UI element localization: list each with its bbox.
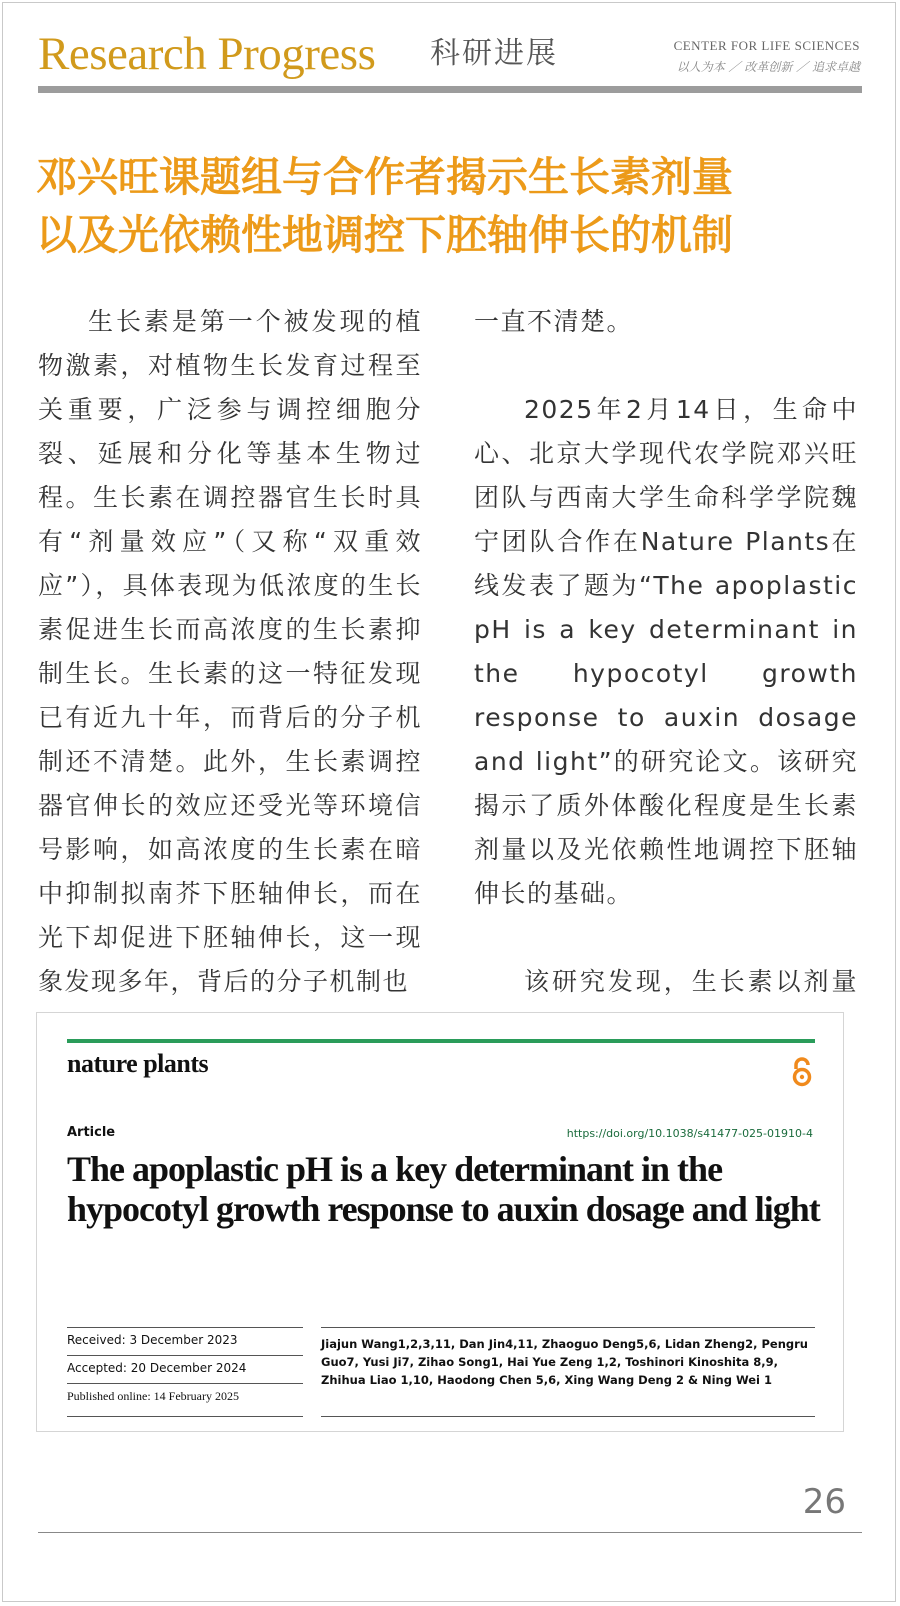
open-access-icon <box>789 1057 815 1087</box>
right-continuation: 一直不清楚。 <box>474 307 634 336</box>
header-rule <box>38 86 862 93</box>
authors-rule-bottom <box>321 1416 815 1417</box>
body-column-right <box>474 300 858 1048</box>
published-date: Published online: 14 February 2025 <box>67 1389 239 1403</box>
accepted-date: Accepted: 20 December 2024 <box>67 1361 247 1375</box>
meta-rule <box>67 1355 303 1356</box>
journal-name: nature plants <box>67 1049 209 1078</box>
left-paragraph: 生长素是第一个被发现的植物激素，对植物生长发育过程至关重要，广泛参与调控细胞分裂、延展和分化等基本生物过程。生长素在调控器官生长时具有“剂量效应”（又称“双重效应”），具体表现为低浓度的生长素促进生长而高浓度的生长素抑制生长。生长素的这一特征发现已有近九十年，而背后的分子机制还不清楚。此外，生长素调控器官伸长的效应还受光等环境信号影响，如高浓度的生长素在暗中抑制拟南芥下胚轴伸长，而在光下却促进下胚轴伸长，这一现象发现多年，背后的分子机制也 <box>38 307 422 996</box>
footer-rule <box>38 1532 862 1533</box>
journal-green-bar <box>67 1039 815 1043</box>
article-title-line-1: 邓兴旺课题组与合作者揭示生长素剂量 <box>36 153 733 201</box>
right-paragraph-2: 2025年2月14日，生命中心、北京大学现代农学院邓兴旺团队与西南大学生命科学学院魏宁团队合作在Nature Plants在线发表了题为“The apoplastic pH is a key determinant in the hypocotyl growth response to auxin dosage and light”的研究论文。该研究揭示了质外体酸化程度是生长素剂量以及光依赖性地调控下胚轴伸长的基础。 <box>474 395 858 908</box>
meta-rule <box>67 1416 303 1417</box>
right-paragraph-3: 该研究发现，生长素以剂量 <box>524 967 858 996</box>
body-column-left <box>38 300 422 1004</box>
article-type: Article <box>67 1125 116 1140</box>
meta-rule <box>67 1327 303 1328</box>
received-date: Received: 3 December 2023 <box>67 1333 238 1347</box>
article-title <box>36 148 876 264</box>
paper-snapshot <box>36 1012 844 1432</box>
article-title-line-2: 以及光依赖性地调控下胚轴伸长的机制 <box>36 211 733 259</box>
paper-title: The apoplastic pH is a key determinant in the hypocotyl growth response to auxin dosage and light <box>67 1149 820 1229</box>
header-title-en: Research Progress <box>38 28 376 80</box>
meta-rule <box>67 1383 303 1384</box>
doi-link[interactable]: https://doi.org/10.1038/s41477-025-01910-4 <box>566 1127 813 1140</box>
author-list: Jiajun Wang1,2,3,11, Dan Jin4,11, Zhaoguo Deng5,6, Lidan Zheng2, Pengru Guo7, Yusi Ji7, Zihao Song1, Hai Yue Zeng 1,2, Toshinori Kinoshita 8,9, Zhihua Liao 1,10, Haodong Chen 5,6, Xing Wang Deng 2 & Ning Wei 1 <box>321 1337 808 1387</box>
center-motto: 以人为本 ／ 改革创新 ／ 追求卓越 <box>676 60 860 74</box>
header-title-cn: 科研进展 <box>430 36 558 71</box>
page-number: 26 <box>802 1482 846 1522</box>
authors-rule-top <box>321 1327 815 1328</box>
header-right <box>674 38 860 75</box>
center-name: CENTER FOR LIFE SCIENCES <box>673 38 860 53</box>
